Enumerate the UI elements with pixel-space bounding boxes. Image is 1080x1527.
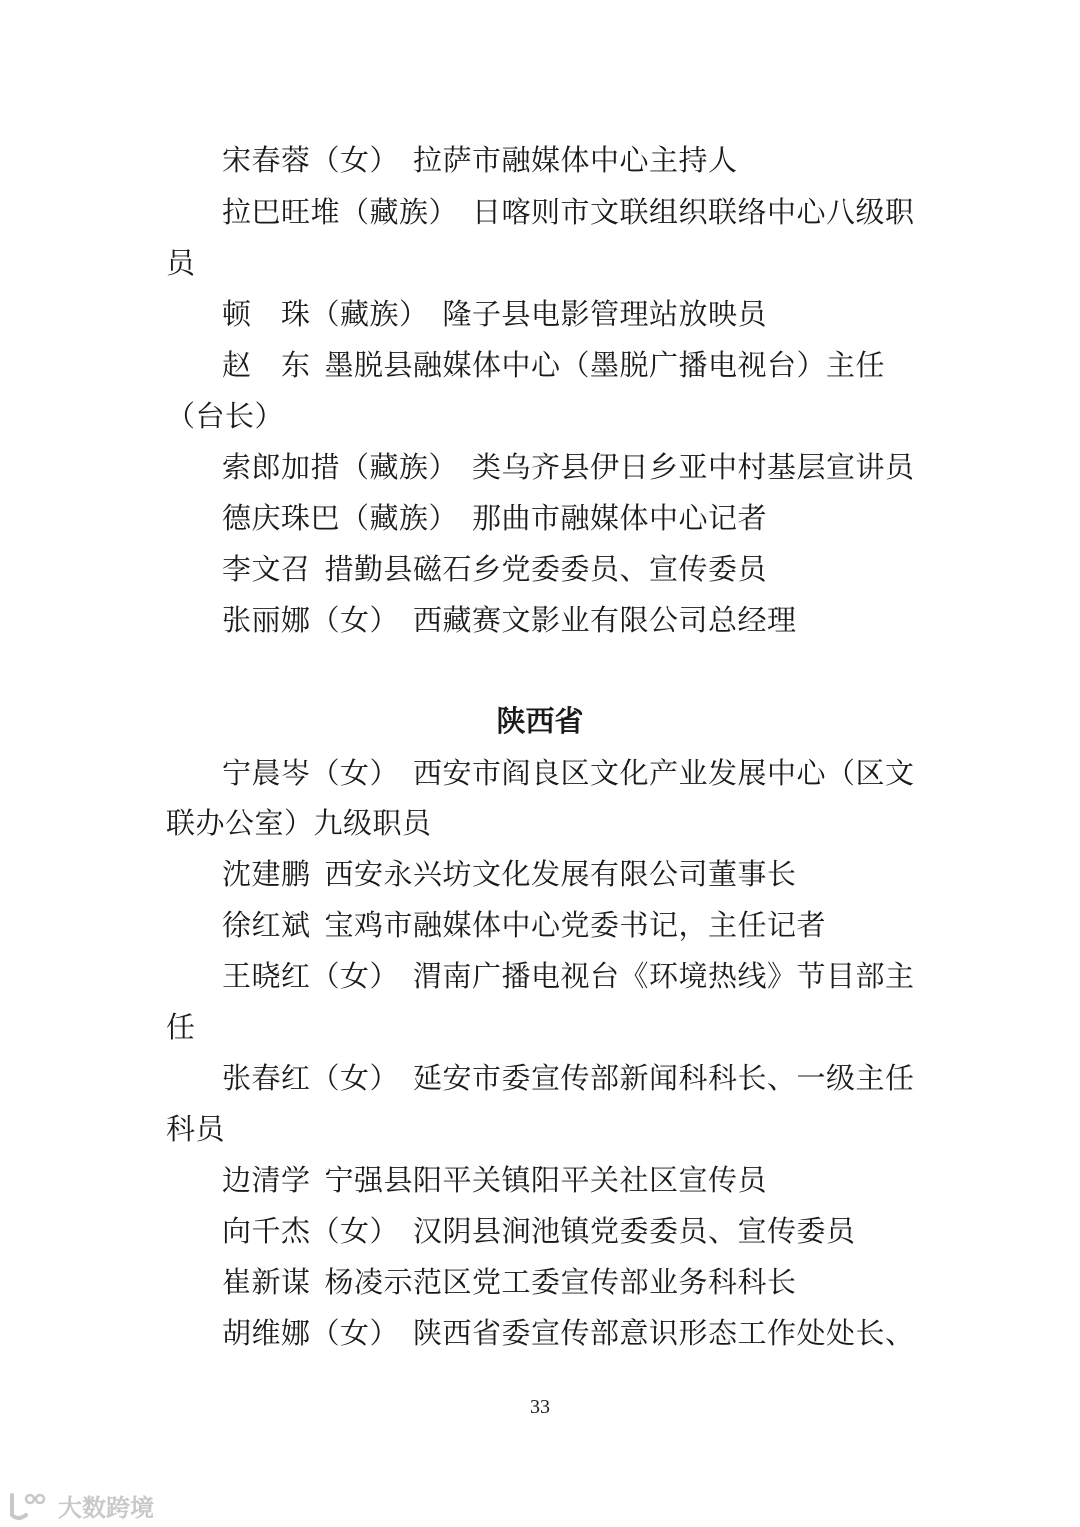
entry-continuation: （台长） xyxy=(166,399,285,433)
entry-line xyxy=(222,755,915,791)
entry-title: 日喀则市文联组织联络中心八级职 xyxy=(472,195,915,229)
entry-continuation: 科员 xyxy=(166,1112,226,1146)
entry-title: 类乌齐县伊日乡亚中村基层宣讲员 xyxy=(472,450,915,484)
entry-title: 那曲市融媒体中心记者 xyxy=(472,501,768,535)
entry-title: 西安永兴坊文化发展有限公司董事长 xyxy=(324,857,797,891)
entry-line xyxy=(222,142,738,178)
entry-title: 渭南广播电视台《环境热线》节目部主 xyxy=(413,959,915,993)
entry-title: 拉萨市融媒体中心主持人 xyxy=(413,143,738,177)
entry-continuation: 员 xyxy=(166,246,196,280)
entry-line xyxy=(222,347,885,383)
entry-continuation: 联办公室）九级职员 xyxy=(166,806,432,840)
entry-name: 徐红斌 xyxy=(222,908,311,942)
entry-name: 张丽娜（女） xyxy=(222,603,400,637)
entry-title: 延安市委宣传部新闻科科长、一级主任 xyxy=(413,1061,915,1095)
page-number: 33 xyxy=(530,1396,550,1418)
entry-line xyxy=(222,1162,767,1198)
entry-line xyxy=(222,602,797,638)
entry-title: 杨凌示范区党工委宣传部业务科科长 xyxy=(324,1265,797,1299)
entry-title: 汉阴县涧池镇党委委员、宣传委员 xyxy=(413,1214,856,1248)
watermark-text: 大数跨境 xyxy=(58,1494,154,1522)
entry-line xyxy=(222,1315,915,1351)
entry-line xyxy=(222,958,915,994)
section-heading: 陕西省 xyxy=(496,704,584,738)
entry-line xyxy=(222,907,826,943)
entry-line xyxy=(222,500,767,536)
entry-line xyxy=(222,1213,856,1249)
entry-name: 德庆珠巴（藏族） xyxy=(222,501,459,535)
entry-line xyxy=(222,551,767,587)
entry-line xyxy=(222,856,797,892)
entry-name: 李文召 xyxy=(222,552,311,586)
entry-name: 向千杰（女） xyxy=(222,1214,400,1248)
entry-line xyxy=(222,194,915,230)
entry-name: 宁晨岑（女） xyxy=(222,756,400,790)
entry-name: 拉巴旺堆（藏族） xyxy=(222,195,459,229)
entry-line xyxy=(222,1060,915,1096)
entry-title: 墨脱县融媒体中心（墨脱广播电视台）主任 xyxy=(324,348,886,382)
entry-name: 边清学 xyxy=(222,1163,311,1197)
entry-title: 隆子县电影管理站放映员 xyxy=(442,297,768,331)
entry-name: 赵 东 xyxy=(222,348,311,382)
entry-name: 顿 珠（藏族） xyxy=(222,297,429,331)
entry-line xyxy=(222,296,767,332)
entry-title: 西藏赛文影业有限公司总经理 xyxy=(413,603,797,637)
entry-line xyxy=(222,1264,797,1300)
entry-name: 崔新谋 xyxy=(222,1265,311,1299)
entry-line xyxy=(222,449,915,485)
entry-name: 张春红（女） xyxy=(222,1061,400,1095)
entry-title: 西安市阎良区文化产业发展中心（区文 xyxy=(413,756,915,790)
entry-continuation: 任 xyxy=(166,1010,196,1044)
entry-title: 陕西省委宣传部意识形态工作处处长、 xyxy=(413,1316,915,1350)
entry-name: 宋春蓉（女） xyxy=(222,143,400,177)
entry-title: 宁强县阳平关镇阳平关社区宣传员 xyxy=(324,1163,768,1197)
kuajing-logo-icon xyxy=(8,1491,52,1521)
entry-name: 沈建鹏 xyxy=(222,857,311,891)
watermark xyxy=(8,1488,154,1523)
entry-name: 王晓红（女） xyxy=(222,959,400,993)
entry-name: 胡维娜（女） xyxy=(222,1316,400,1350)
entry-title: 措勤县磁石乡党委委员、宣传委员 xyxy=(324,552,768,586)
entry-name: 索郎加措（藏族） xyxy=(222,450,459,484)
entry-title: 宝鸡市融媒体中心党委书记，主任记者 xyxy=(324,908,827,942)
